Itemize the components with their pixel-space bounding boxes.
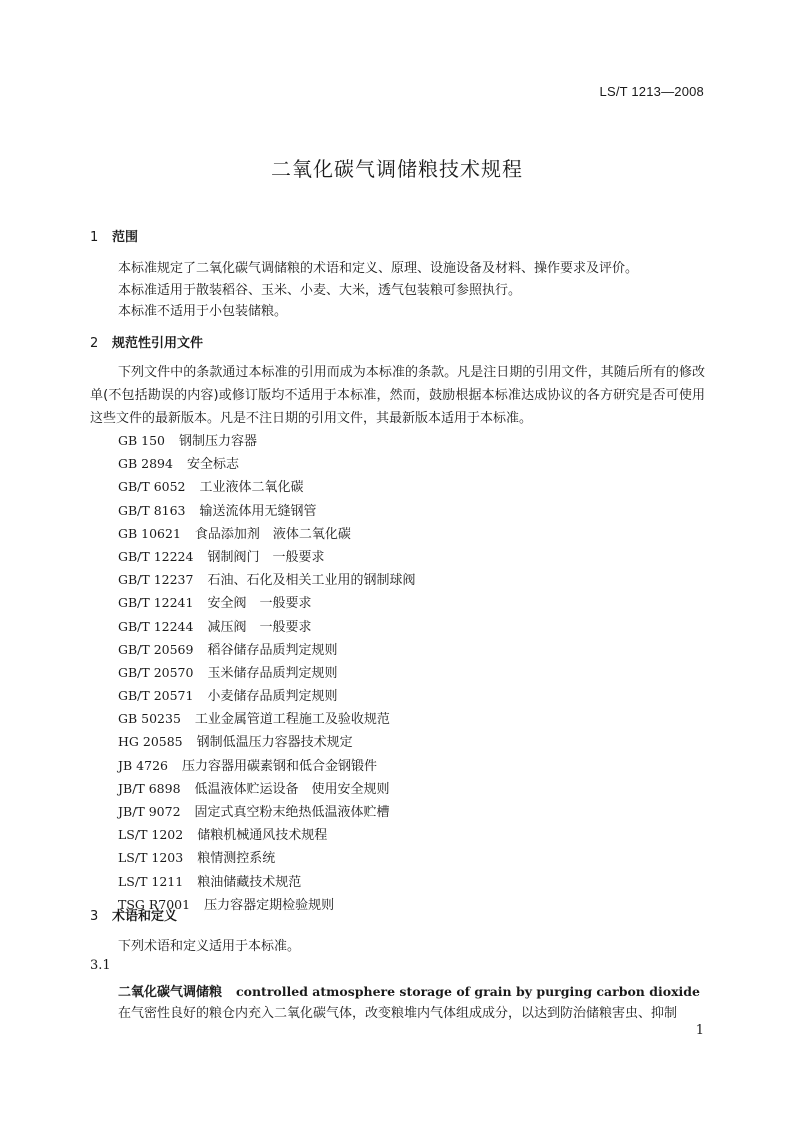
reference-code: GB/T 6052 xyxy=(118,479,186,495)
reference-code: GB 150 xyxy=(118,433,166,448)
standard-code: LS/T 1213—2008 xyxy=(599,84,704,99)
reference-title: 输送流体用无缝钢管 xyxy=(199,503,317,519)
reference-item xyxy=(118,846,415,869)
reference-title: 稻谷储存品质判定规则 xyxy=(207,642,338,658)
section-3-heading xyxy=(90,905,177,924)
reference-title: 小麦储存品质判定规则 xyxy=(207,689,338,705)
reference-code: GB/T 20569 xyxy=(118,641,194,657)
reference-item xyxy=(118,661,415,684)
reference-code: GB 50235 xyxy=(118,711,181,727)
reference-title: 钢制低温压力容器技术规定 xyxy=(196,735,353,751)
reference-item xyxy=(118,638,415,661)
section-2-heading xyxy=(90,332,203,351)
normative-references-intro: 下列文件中的条款通过本标准的引用而成为本标准的条款。凡是注日期的引用文件，其随后所有的修改单(不包括勘误的内容)或修订版均不适用于本标准，然而，鼓励根据本标准达成协议的各方研究是否可使用这些文件的最新版本。凡是不注日期的引用文件，其最新版本适用于本标准。 xyxy=(90,365,705,426)
section-number: 1 xyxy=(90,230,99,245)
term-entry xyxy=(118,981,700,1000)
reference-code: GB/T 12237 xyxy=(118,572,194,588)
term-definition: 在气密性良好的粮仓内充入二氧化碳气体，改变粮堆内气体组成成分，以达到防治储粮害虫、抑制 xyxy=(118,1006,678,1021)
reference-code: LS/T 1202 xyxy=(118,827,184,843)
reference-code: GB/T 8163 xyxy=(118,502,186,518)
section-title: 术语和定义 xyxy=(112,909,178,924)
reference-code: GB 10621 xyxy=(118,525,181,541)
reference-item xyxy=(118,800,415,823)
reference-item xyxy=(118,429,415,452)
page-number: 1 xyxy=(695,1023,704,1038)
reference-item xyxy=(118,754,415,777)
reference-item xyxy=(118,615,415,638)
reference-item xyxy=(118,475,415,498)
reference-code: LS/T 1203 xyxy=(118,850,184,866)
scope-paragraph-2: 本标准适用于散装稻谷、玉米、小麦、大米，透气包装粮可参照执行。 xyxy=(118,283,522,298)
reference-item xyxy=(118,499,415,522)
reference-title: 安全阀 一般要求 xyxy=(207,596,312,612)
document-title: 二氧化碳气调储粮技术规程 xyxy=(271,157,523,181)
reference-title: 工业金属管道工程施工及验收规范 xyxy=(194,712,390,728)
reference-code: GB/T 20570 xyxy=(118,664,194,680)
terms-intro-paragraph: 下列术语和定义适用于本标准。 xyxy=(118,939,301,954)
scope-paragraph-1: 本标准规定了二氧化碳气调储粮的术语和定义、原理、设施设备及材料、操作要求及评价。 xyxy=(118,261,639,276)
section-number: 3 xyxy=(90,909,99,924)
reference-item xyxy=(118,591,415,614)
reference-item xyxy=(118,730,415,753)
reference-item xyxy=(118,452,415,475)
reference-title: 减压阀 一般要求 xyxy=(207,619,312,635)
reference-title: 安全标志 xyxy=(186,457,239,473)
reference-code: JB/T 9072 xyxy=(118,804,181,819)
reference-title: 储粮机械通风技术规程 xyxy=(197,828,328,844)
reference-item xyxy=(118,684,415,707)
reference-title: 粮情测控系统 xyxy=(197,851,276,867)
reference-code: HG 20585 xyxy=(118,734,183,750)
term-chinese: 二氧化碳气调储粮 xyxy=(118,985,223,1000)
reference-item xyxy=(118,777,415,800)
subsection-number: 3.1 xyxy=(90,958,111,973)
section-title: 规范性引用文件 xyxy=(112,336,204,351)
reference-item xyxy=(118,707,415,730)
reference-title: 压力容器用碳素钢和低合金钢锻件 xyxy=(181,758,377,774)
reference-title: 钢制压力容器 xyxy=(179,434,258,449)
reference-code: GB/T 12241 xyxy=(118,595,194,611)
scope-paragraph-3: 本标准不适用于小包装储粮。 xyxy=(118,304,288,319)
reference-title: 固定式真空粉末绝热低温液体贮槽 xyxy=(194,805,390,820)
reference-item xyxy=(118,823,415,846)
reference-code: JB/T 6898 xyxy=(118,780,181,796)
reference-code: GB/T 20571 xyxy=(118,688,194,704)
reference-code: GB 2894 xyxy=(118,456,173,472)
reference-item xyxy=(118,568,415,591)
reference-code: TSG R7001 xyxy=(118,896,191,912)
reference-code: JB 4726 xyxy=(118,757,168,773)
reference-title: 玉米储存品质判定规则 xyxy=(207,665,338,681)
reference-title: 食品添加剂 液体二氧化碳 xyxy=(194,526,351,542)
reference-code: GB/T 12244 xyxy=(118,618,194,634)
reference-item xyxy=(118,870,415,893)
reference-title: 工业液体二氧化碳 xyxy=(199,480,304,496)
section-number: 2 xyxy=(90,336,99,351)
reference-title: 压力容器定期检验规则 xyxy=(204,897,335,913)
reference-title: 石油、石化及相关工业用的钢制球阀 xyxy=(207,573,416,589)
reference-title: 钢制阀门 一般要求 xyxy=(207,549,325,565)
reference-item xyxy=(118,522,415,545)
reference-code: LS/T 1211 xyxy=(118,873,184,889)
reference-title: 粮油储藏技术规范 xyxy=(197,874,302,890)
reference-item xyxy=(118,545,415,568)
term-english: controlled atmosphere storage of grain by purging carbon dioxide xyxy=(236,984,700,999)
reference-code: GB/T 12224 xyxy=(118,548,194,564)
section-1-heading xyxy=(90,226,138,245)
reference-title: 低温液体贮运设备 使用安全规则 xyxy=(194,781,390,797)
reference-list xyxy=(118,429,415,916)
section-title: 范围 xyxy=(112,230,139,245)
